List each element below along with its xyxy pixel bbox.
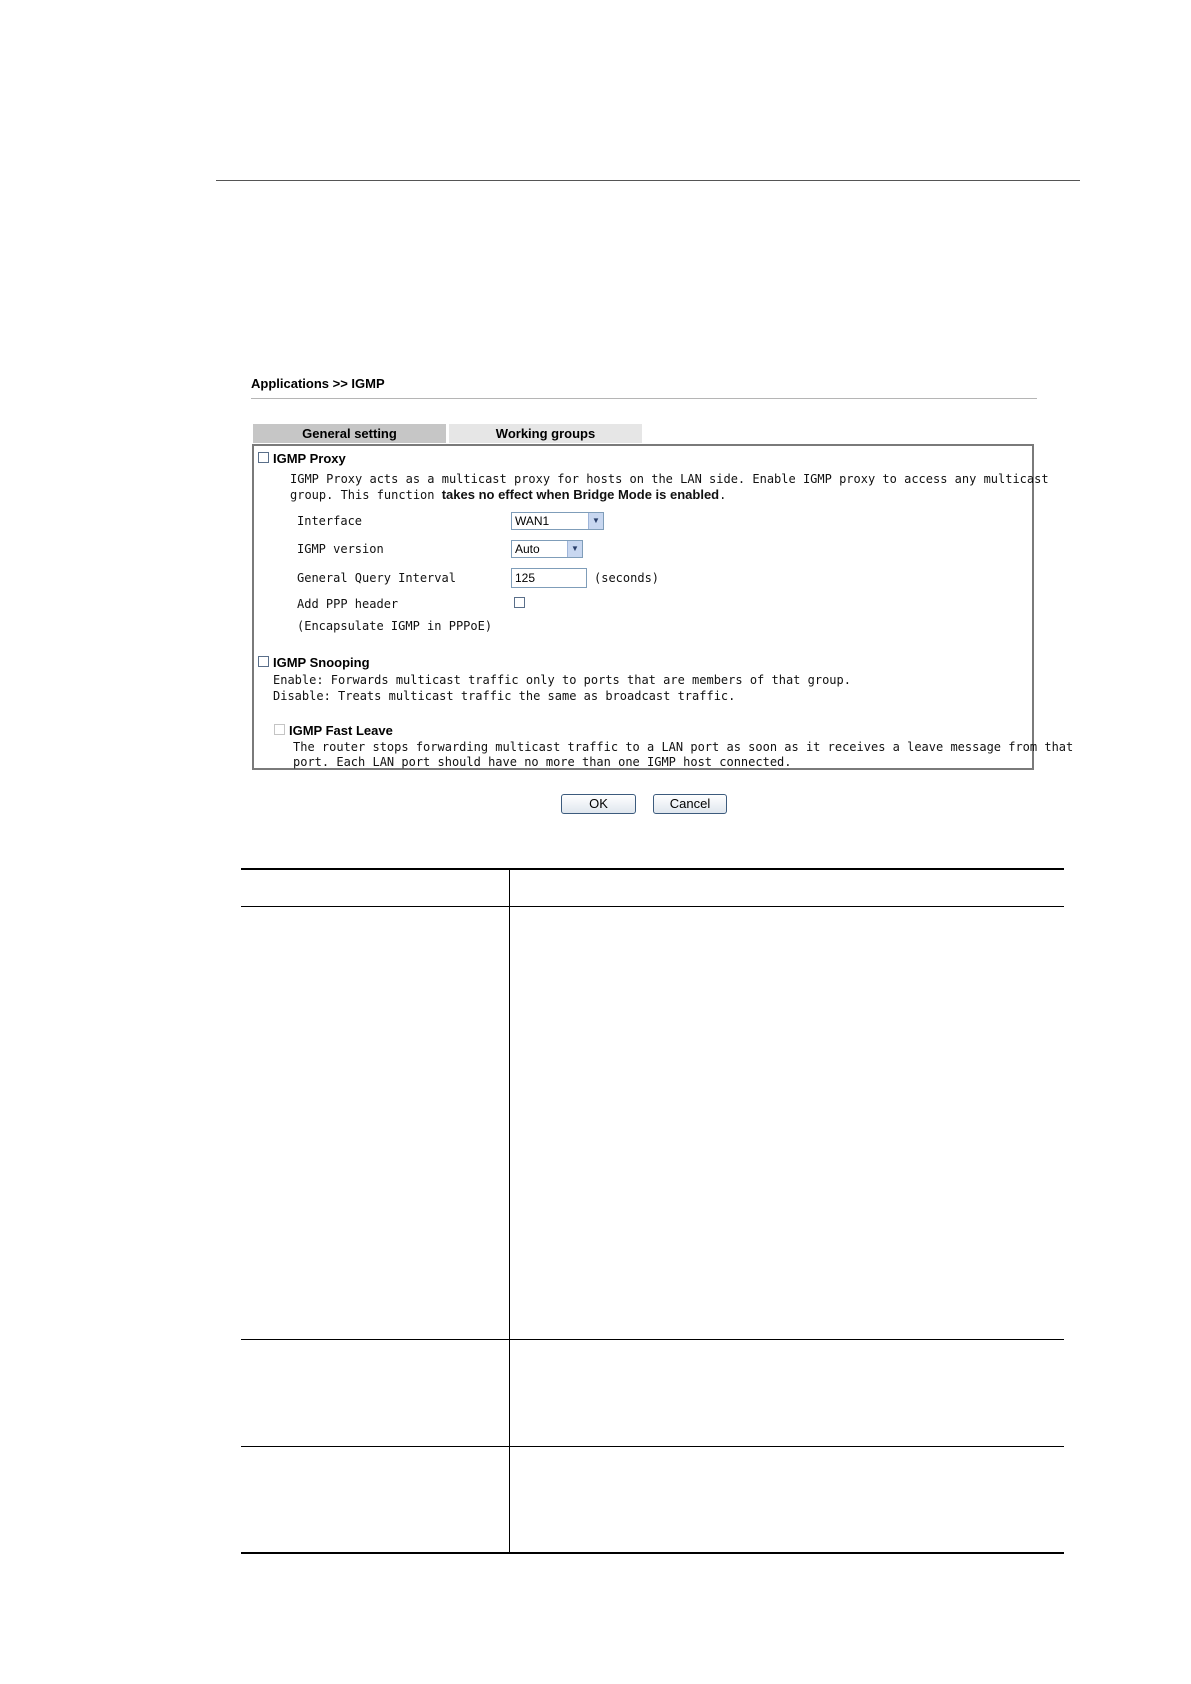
igmp-fast-leave-line1: The router stops forwarding multicast traffic to a LAN port as soon as it receives a leave message from that bbox=[293, 740, 1074, 754]
igmp-proxy-checkbox[interactable] bbox=[258, 452, 269, 463]
table-header-divider bbox=[241, 906, 1064, 907]
igmp-fast-leave-checkbox[interactable] bbox=[274, 724, 285, 735]
cancel-button[interactable]: Cancel bbox=[653, 794, 727, 814]
igmp-fast-leave-title: IGMP Fast Leave bbox=[289, 723, 393, 738]
igmp-snooping-checkbox[interactable] bbox=[258, 656, 269, 667]
query-interval-input[interactable]: 125 bbox=[511, 568, 587, 588]
igmp-proxy-title: IGMP Proxy bbox=[273, 451, 346, 466]
breadcrumb: Applications >> IGMP bbox=[251, 376, 385, 391]
table-row-divider bbox=[241, 1446, 1064, 1447]
igmp-fast-leave-line2: port. Each LAN port should have no more than one IGMP host connected. bbox=[293, 755, 792, 769]
add-ppp-header-label: Add PPP header bbox=[297, 597, 399, 611]
query-interval-unit: (seconds) bbox=[594, 571, 660, 585]
header-rule bbox=[216, 180, 1080, 181]
add-ppp-header-checkbox[interactable] bbox=[514, 597, 525, 608]
table-row-divider bbox=[241, 1339, 1064, 1340]
breadcrumb-divider bbox=[251, 398, 1037, 399]
table-bottom-border bbox=[241, 1552, 1064, 1554]
add-ppp-header-sublabel: (Encapsulate IGMP in PPPoE) bbox=[297, 619, 493, 633]
igmp-settings-panel bbox=[252, 444, 1074, 770]
igmp-snooping-title: IGMP Snooping bbox=[273, 655, 370, 670]
igmp-snooping-disable-text: Disable: Treats multicast traffic the same as broadcast traffic. bbox=[273, 689, 736, 703]
tab-working-groups[interactable]: Working groups bbox=[449, 424, 642, 443]
interface-label: Interface bbox=[297, 514, 363, 528]
igmp-proxy-description-line2: group. This function takes no effect when Bridge Mode is enabled. bbox=[290, 487, 727, 502]
tab-general-setting[interactable]: General setting bbox=[253, 424, 446, 443]
igmp-version-select[interactable]: Auto ▼ bbox=[511, 540, 583, 558]
table-column-divider bbox=[509, 868, 510, 1554]
table-top-border bbox=[241, 868, 1064, 870]
igmp-version-label: IGMP version bbox=[297, 542, 384, 556]
interface-select[interactable]: WAN1 ▼ bbox=[511, 512, 604, 530]
chevron-down-icon[interactable]: ▼ bbox=[567, 541, 582, 557]
ok-button[interactable]: OK bbox=[561, 794, 636, 814]
query-interval-label: General Query Interval bbox=[297, 571, 456, 585]
igmp-snooping-enable-text: Enable: Forwards multicast traffic only to ports that are members of that group. bbox=[273, 673, 851, 687]
igmp-proxy-description-line1: IGMP Proxy acts as a multicast proxy for hosts on the LAN side. Enable IGMP proxy to access any multicast bbox=[290, 472, 1049, 486]
chevron-down-icon[interactable]: ▼ bbox=[588, 513, 603, 529]
